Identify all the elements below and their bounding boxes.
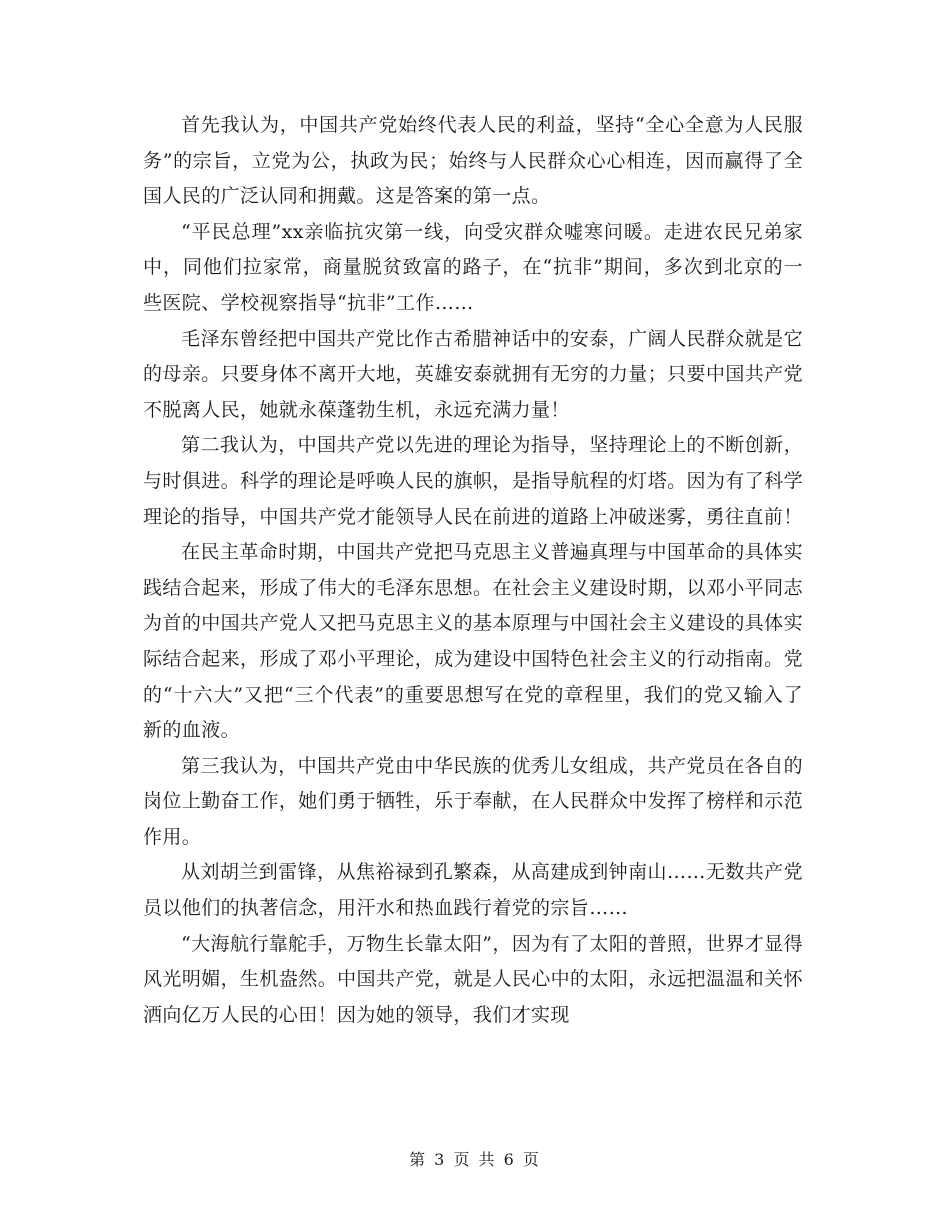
paragraph-5: 在民主革命时期，中国共产党把马克思主义普遍真理与中国革命的具体实践结合起来，形成了伟大的毛泽东思想。在社会主义建设时期，以邓小平同志为首的中国共产党人又把马克思主义的基本原理与中国社会主义建设的具体实际结合起来，形成了邓小平理论，成为建设中国特色社会主义的行动指南。党的“十六大”又把“三个代表”的重要思想写在党的章程里，我们的党又输入了新的血液。 <box>143 541 803 742</box>
paragraph-3: 毛泽东曾经把中国共产党比作古希腊神话中的安泰，广阔人民群众就是它的母亲。只要身体不离开大地，英雄安泰就拥有无穷的力量；只要中国共产党不脱离人民，她就永葆蓬勃生机，永远充满力量！ <box>143 327 803 421</box>
paragraph-1: 首先我认为，中国共产党始终代表人民的利益，坚持“全心全意为人民服务”的宗旨，立党为公，执政为民；始终与人民群众心心相连，因而赢得了全国人民的广泛认同和拥戴。这是答案的第一点。 <box>143 114 803 208</box>
paragraph-7: 从刘胡兰到雷锋，从焦裕禄到孔繁森，从高建成到钟南山……无数共产党员以他们的执著信念，用汗水和热血践行着党的宗旨…… <box>143 861 803 920</box>
document-body <box>143 108 803 1033</box>
paragraph-8: “大海航行靠舵手，万物生长靠太阳”，因为有了太阳的普照，世界才显得风光明媚，生机盎然。中国共产党，就是人民心中的太阳，永远把温温和关怀洒向亿万人民的心田！因为她的领导，我们才实现 <box>143 932 803 1026</box>
paragraph-6: 第三我认为，中国共产党由中华民族的优秀儿女组成，共产党员在各自的岗位上勤奋工作，她们勇于牺牲，乐于奉献，在人民群众中发挥了榜样和示范作用。 <box>143 754 803 848</box>
page-footer: 第 3 页 共 6 页 <box>409 1150 541 1169</box>
paragraph-4: 第二我认为，中国共产党以先进的理论为指导，坚持理论上的不断创新，与时俱进。科学的理论是呼唤人民的旗帜，是指导航程的灯塔。因为有了科学理论的指导，中国共产党才能领导人民在前进的道路上冲破迷雾，勇往直前！ <box>143 434 803 528</box>
paragraph-2: “平民总理”xx亲临抗灾第一线，向受灾群众嘘寒问暖。走进农民兄弟家中，同他们拉家常，商量脱贫致富的路子，在“抗非”期间，多次到北京的一些医院、学校视察指导“抗非”工作…… <box>143 220 803 314</box>
